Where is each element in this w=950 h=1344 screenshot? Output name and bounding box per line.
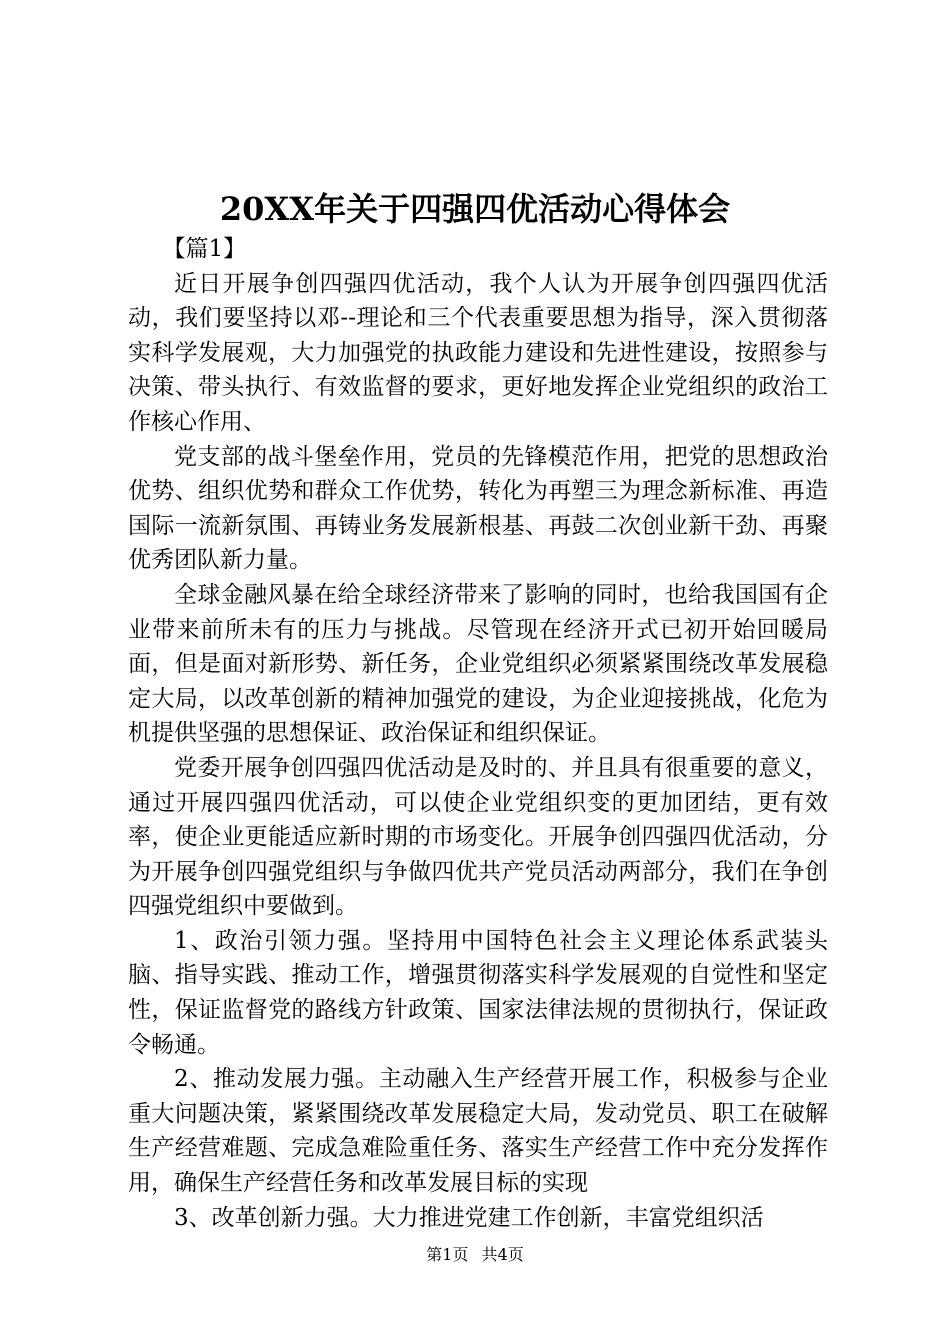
document-body: [128, 232, 828, 1235]
paragraph: 3、改革创新力强。大力推进党建工作创新，丰富党组织活: [174, 1204, 764, 1231]
paragraph: 2、推动发展力强。主动融入生产经营开展工作，积极参与企业重大问题决策，紧紧围绕改革发展稳定大局，发动党员、职工在破解生产经营难题、完成急难险重任务、落实生产经营工作中充分发挥作用，确保生产经营任务和改革发展目标的实现: [128, 1066, 828, 1197]
page-number: 第1页: [426, 1245, 469, 1264]
section-label: 【篇1】: [162, 236, 247, 262]
page-total: 共4页: [481, 1245, 524, 1264]
document-title: 20XX年关于四强四优活动心得体会: [219, 190, 731, 228]
paragraph: 党委开展争创四强四优活动是及时的、并且具有很重要的意义，通过开展四强四优活动，可以使企业党组织变的更加团结，更有效率，使企业更能适应新时期的市场变化。开展争创四强四优活动，分为开展争创四强党组织与争做四优共产党员活动两部分，我们在争创四强党组织中要做到。: [128, 754, 828, 920]
paragraph: 全球金融风暴在给全球经济带来了影响的同时，也给我国国有企业带来前所未有的压力与挑战。尽管现在经济开式已初开始回暖局面，但是面对新形势、新任务，企业党组织必须紧紧围绕改革发展稳定大局，以改革创新的精神加强党的建设，为企业迎接挑战，化危为机提供坚强的思想保证、政治保证和组织保证。: [128, 581, 828, 747]
paragraph: 党支部的战斗堡垒作用，党员的先锋模范作用，把党的思想政治优势、组织优势和群众工作优势，转化为再塑三为理念新标准、再造国际一流新氛围、再铸业务发展新根基、再鼓二次创业新干劲、再聚优秀团队新力量。: [128, 443, 828, 574]
paragraph: 1、政治引领力强。坚持用中国特色社会主义理论体系武装头脑、指导实践、推动工作，增强贯彻落实科学发展观的自觉性和坚定性，保证监督党的路线方针政策、国家法律法规的贯彻执行，保证政令畅通。: [128, 927, 828, 1058]
paragraph: 近日开展争创四强四优活动，我个人认为开展争创四强四优活动，我们要坚持以邓--理论和三个代表重要思想为指导，深入贯彻落实科学发展观，大力加强党的执政能力建设和先进性建设，按照参与决策、带头执行、有效监督的要求，更好地发挥企业党组织的政治工作核心作用、: [128, 270, 828, 435]
page-footer: [0, 1243, 950, 1267]
